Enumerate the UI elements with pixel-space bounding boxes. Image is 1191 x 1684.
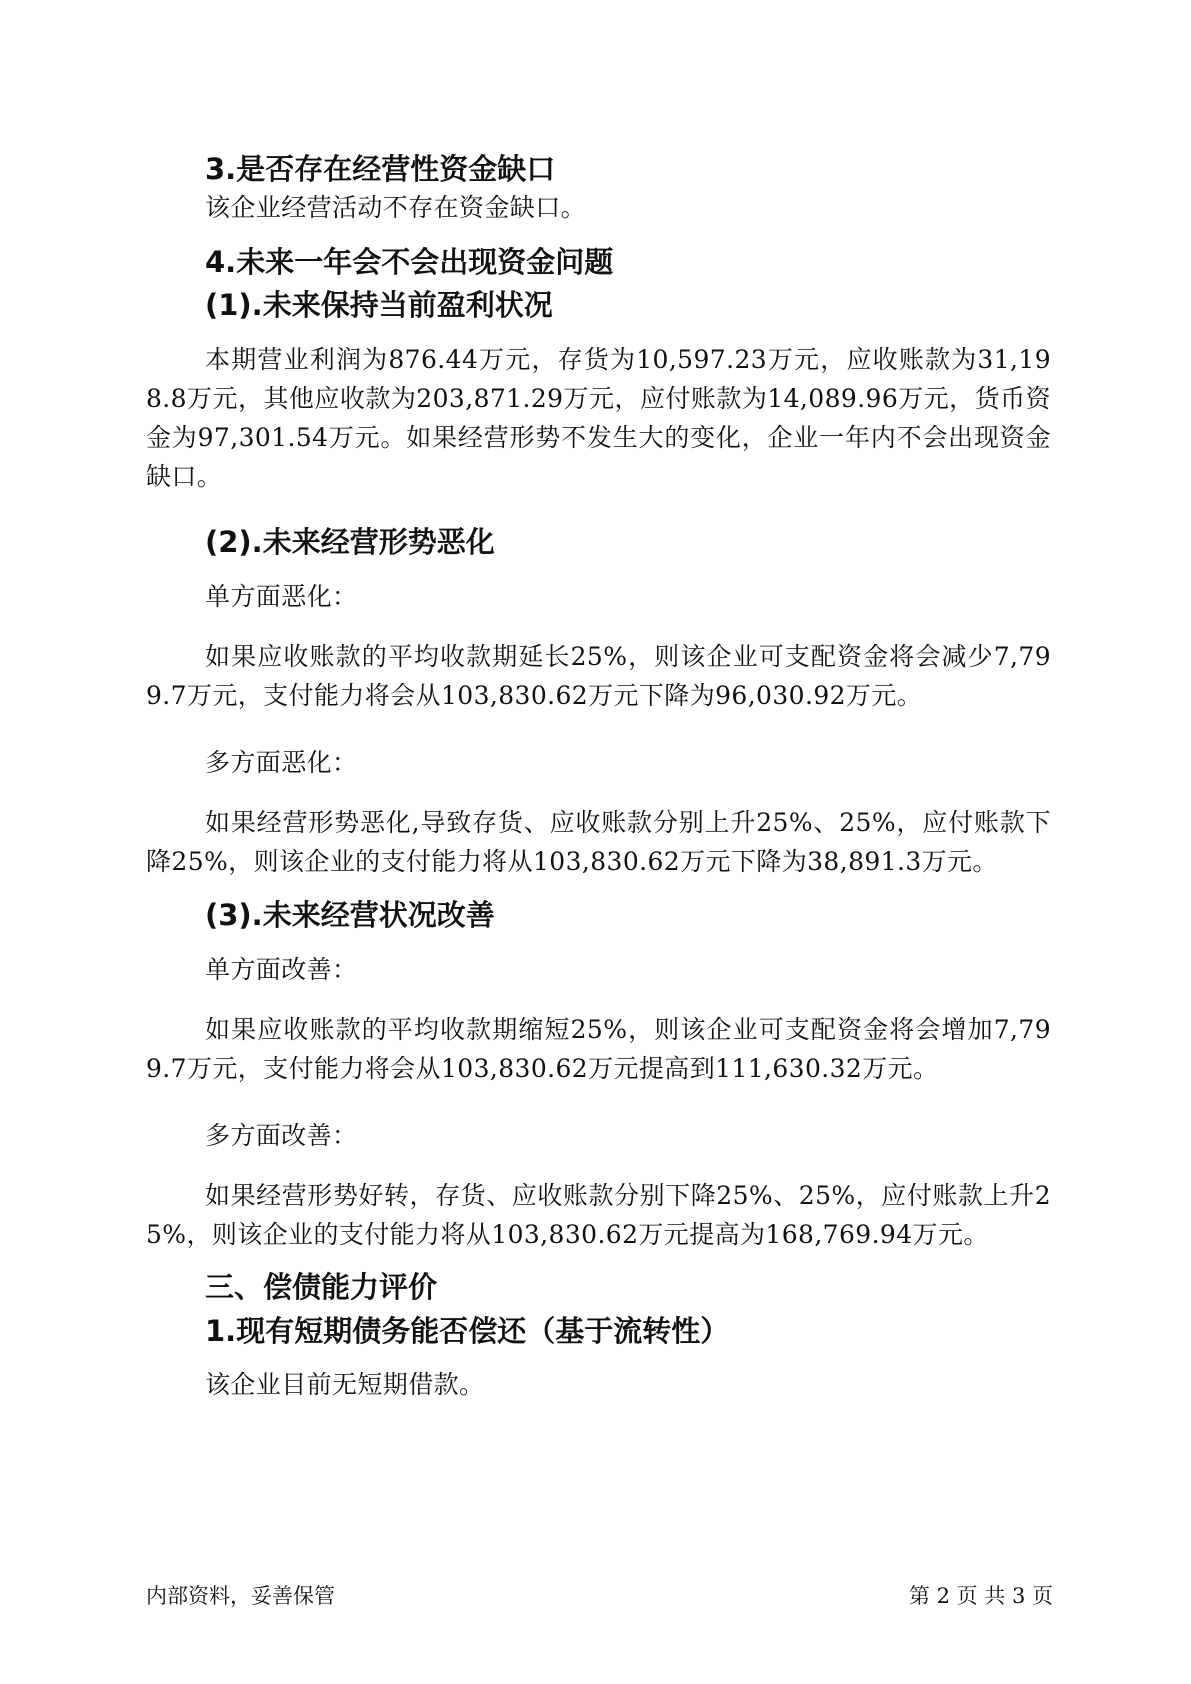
part-3-1-heading: 1.现有短期债务能否偿还（基于流转性）: [205, 1314, 730, 1348]
multi-deterioration-text: 如果经营形势恶化,导致存货、应收账款分别上升25%、25%，应付账款下降25%，则该企业的支付能力将从103,830.62万元下降为38,891.3万元。: [146, 808, 1051, 876]
single-improvement-text: 如果应收账款的平均收款期缩短25%，则该企业可支配资金将会增加7,799.7万元，支付能力将会从103,830.62万元提高到111,630.32万元。: [146, 1015, 1051, 1083]
single-deterioration-text: 如果应收账款的平均收款期延长25%，则该企业可支配资金将会减少7,799.7万元，支付能力将会从103,830.62万元下降为96,030.92万元。: [146, 642, 1051, 710]
multi-deterioration-label: 多方面恶化：: [205, 748, 358, 777]
multi-improvement-label: 多方面改善：: [205, 1121, 358, 1150]
section-4-3-heading: (3).未来经营状况改善: [205, 898, 495, 932]
section-4-heading: 4.未来一年会不会出现资金问题: [205, 245, 614, 279]
single-improvement-label: 单方面改善：: [205, 955, 358, 984]
section-4-1-text: 本期营业利润为876.44万元，存货为10,597.23万元，应收账款为31,198.8万元，其他应收款为203,871.29万元，应付账款为14,089.96万元，货币资金为97,301.54万元。如果经营形势不发生大的变化，企业一年内不会出现资金缺口。: [146, 345, 1051, 491]
section-3-heading: 3.是否存在经营性资金缺口: [205, 152, 556, 186]
section-3-text: 该企业经营活动不存在资金缺口。: [205, 193, 587, 222]
footer-page-number: 第 2 页 共 3 页: [908, 1584, 1053, 1608]
section-4-2-heading: (2).未来经营形势恶化: [205, 525, 495, 559]
part-3-1-text: 该企业目前无短期借款。: [205, 1370, 485, 1399]
section-4-1-heading: (1).未来保持当前盈利状况: [205, 288, 553, 322]
footer-confidential-note: 内部资料，妥善保管: [146, 1584, 335, 1608]
part-3-heading: 三、偿债能力评价: [205, 1270, 438, 1304]
single-deterioration-label: 单方面恶化：: [205, 582, 358, 611]
multi-improvement-text: 如果经营形势好转，存货、应收账款分别下降25%、25%，应付账款上升25%，则该企业的支付能力将从103,830.62万元提高为168,769.94万元。: [146, 1181, 1051, 1249]
